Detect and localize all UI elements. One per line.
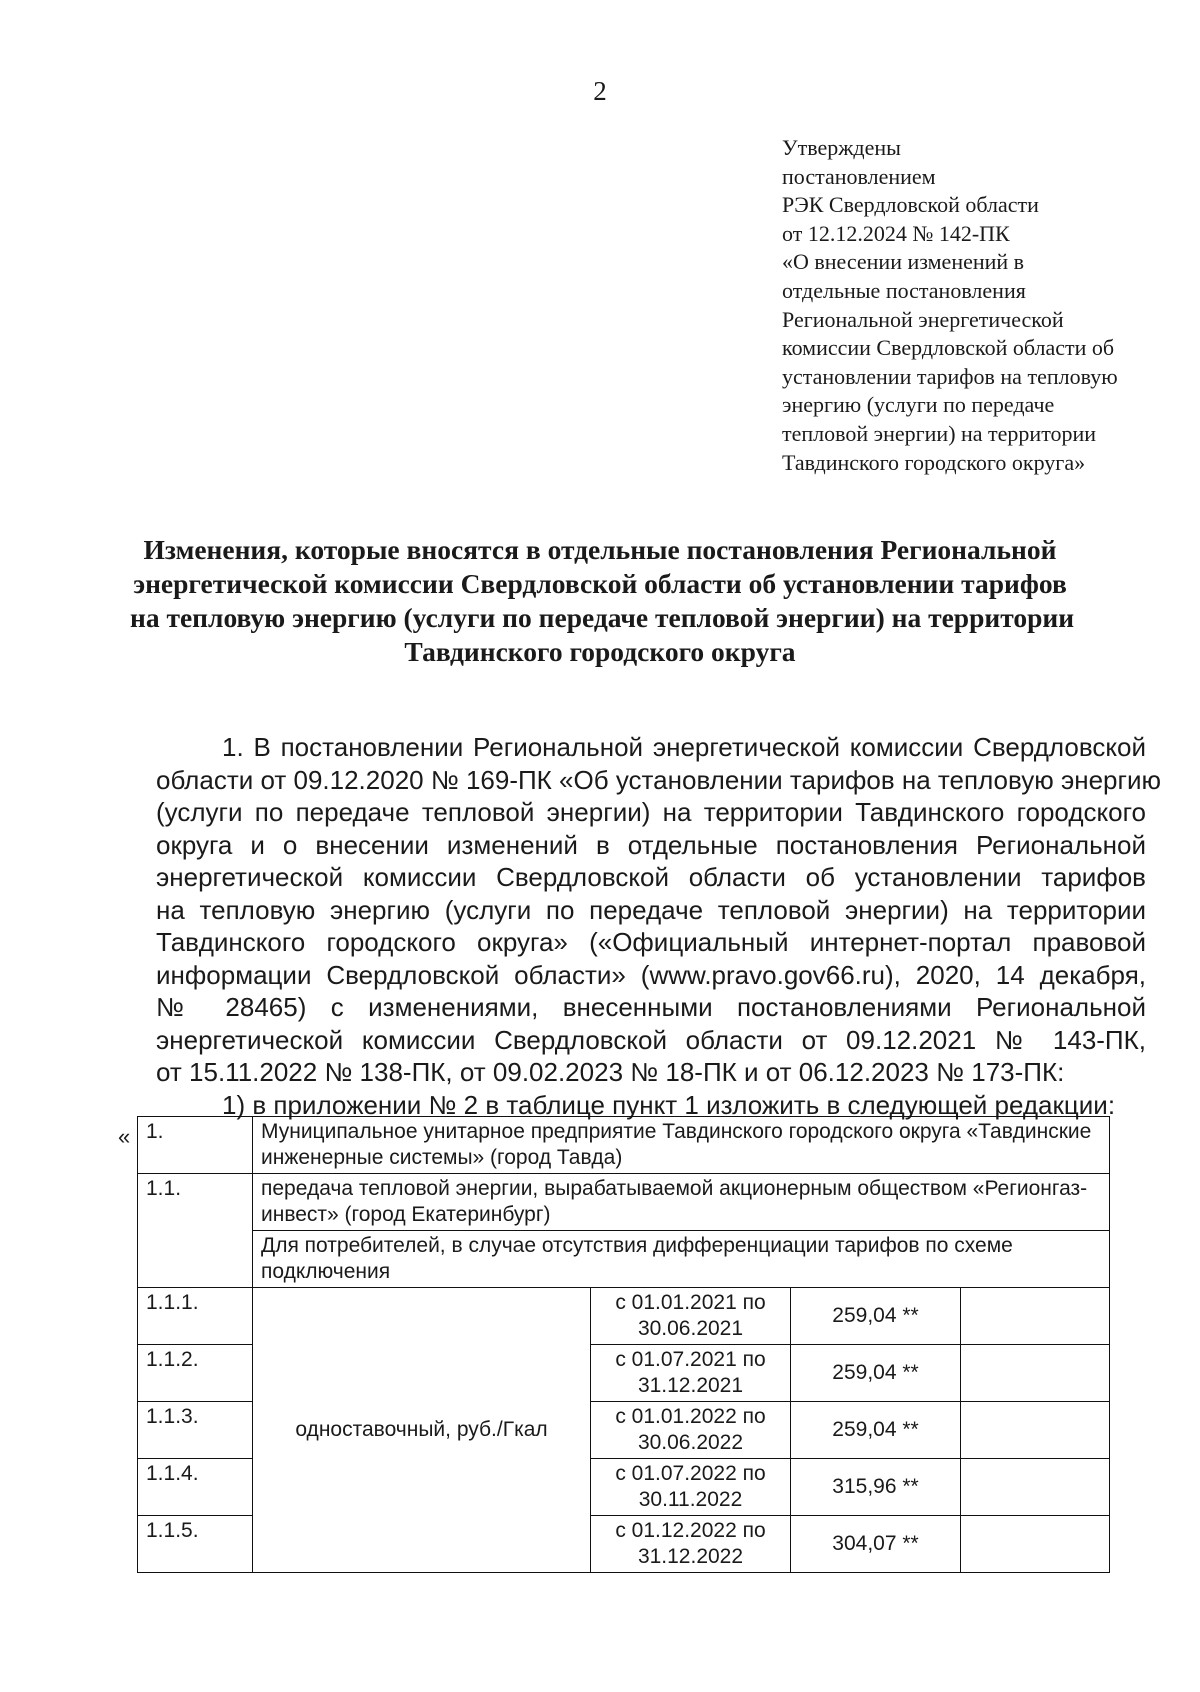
table-row [138,1117,1110,1174]
title-line: на тепловую энергию (услуги по передаче тепловой энергии) на территории [130,602,1075,633]
body-line: 1. В постановлении Региональной энергетической комиссии Свердловской [222,732,1146,762]
period-cell: с 01.07.2021 по 31.12.2021 [591,1345,791,1402]
body-line: округа и о внесении изменений в отдельные постановления Региональной [156,829,1146,860]
row-number: 1.1.2. [138,1345,253,1402]
approval-line: постановлением [782,163,936,189]
empty-cell [961,1345,1110,1402]
empty-cell [961,1516,1110,1573]
row-number: 1.1.4. [138,1459,253,1516]
empty-cell [961,1402,1110,1459]
tariff-value: 304,07 ** [791,1516,961,1573]
title-line: Изменения, которые вносятся в отдельные постановления Региональной [143,534,1057,565]
period-cell: с 01.07.2022 по 30.11.2022 [591,1459,791,1516]
approval-block [782,134,1172,477]
tariff-value: 259,04 ** [791,1345,961,1402]
row-number: 1.1. [138,1174,253,1288]
tariff-table [137,1116,1110,1573]
body-line: (услуги по передаче тепловой энергии) на территории Тавдинского городского [156,797,1146,827]
table-row [138,1174,1110,1231]
tariff-value: 259,04 ** [791,1402,961,1459]
approval-line: РЭК Свердловской области [782,192,1039,218]
body-line: информации Свердловской области» (www.pravo.gov66.ru), 2020, 14 декабря, [156,959,1146,990]
approval-line: установлении тарифов на тепловую [782,363,1118,389]
approval-line: энергию (услуги по передаче [782,392,1055,418]
approval-line: отдельные постановления [782,277,1026,303]
approval-line: «О внесении изменений в [782,249,1025,275]
table-row [138,1288,1110,1345]
body-line: области от 09.12.2020 № 169-ПК «Об установлении тарифов на тепловую энергию [156,764,1162,795]
title-line: Тавдинского городского округа [404,636,796,667]
approval-line: от 12.12.2024 № 142-ПК [782,220,1010,246]
body-line: Тавдинского городского округа» («Официальный интернет-портал правовой [156,927,1146,957]
opening-quote: « [118,1124,131,1149]
title-line: энергетической комиссии Свердловской области об установлении тарифов [133,568,1067,599]
approval-line: Тавдинского городского округа» [782,449,1086,475]
approval-line: тепловой энергии) на территории [782,420,1097,446]
period-cell: с 01.12.2022 по 31.12.2022 [591,1516,791,1573]
body-line: от 15.11.2022 № 138-ПК, от 09.02.2023 № 18-ПК и от 06.12.2023 № 173-ПК: [156,1057,1065,1087]
approval-line: Утверждены [782,135,901,160]
body-line: 1) в приложении № 2 в таблице пункт 1 изложить в следующей редакции: [222,1089,1116,1120]
table-row [138,1231,1110,1288]
document-title [130,533,1075,669]
body-text [156,731,1162,1121]
tariff-value: 259,04 ** [791,1288,961,1345]
body-line: на тепловую энергию (услуги по передаче тепловой энергии) на территории [156,894,1146,925]
organization-cell: Муниципальное унитарное предприятие Тавдинского городского округа «Тавдинские инженерные системы» (город Тавда) [253,1117,1110,1174]
row-number: 1.1.1. [138,1288,253,1345]
tariff-value: 315,96 ** [791,1459,961,1516]
body-line: энергетической комиссии Свердловской области от 09.12.2021 № 143-ПК, [156,1024,1146,1055]
row-number: 1.1.3. [138,1402,253,1459]
approval-line: Региональной энергетической [782,306,1064,332]
row-number: 1.1.5. [138,1516,253,1573]
empty-cell [961,1459,1110,1516]
page-number: 2 [593,76,607,106]
period-cell: с 01.01.2022 по 30.06.2022 [591,1402,791,1459]
empty-cell [961,1288,1110,1345]
service-cell: передача тепловой энергии, вырабатываемой акционерным обществом «Регионгаз-инвест» (город Екатеринбург) [253,1174,1110,1231]
period-cell: с 01.01.2021 по 30.06.2021 [591,1288,791,1345]
consumers-cell: Для потребителей, в случае отсутствия дифференциации тарифов по схеме подключения [253,1231,1110,1288]
body-line: энергетической комиссии Свердловской области об установлении тарифов [156,862,1146,892]
approval-line: комиссии Свердловской области об [782,335,1115,361]
row-number: 1. [138,1117,253,1174]
body-line: № 28465) с изменениями, внесенными постановлениями Региональной [156,992,1146,1022]
rate-type-cell: одноставочный, руб./Гкал [253,1288,591,1573]
